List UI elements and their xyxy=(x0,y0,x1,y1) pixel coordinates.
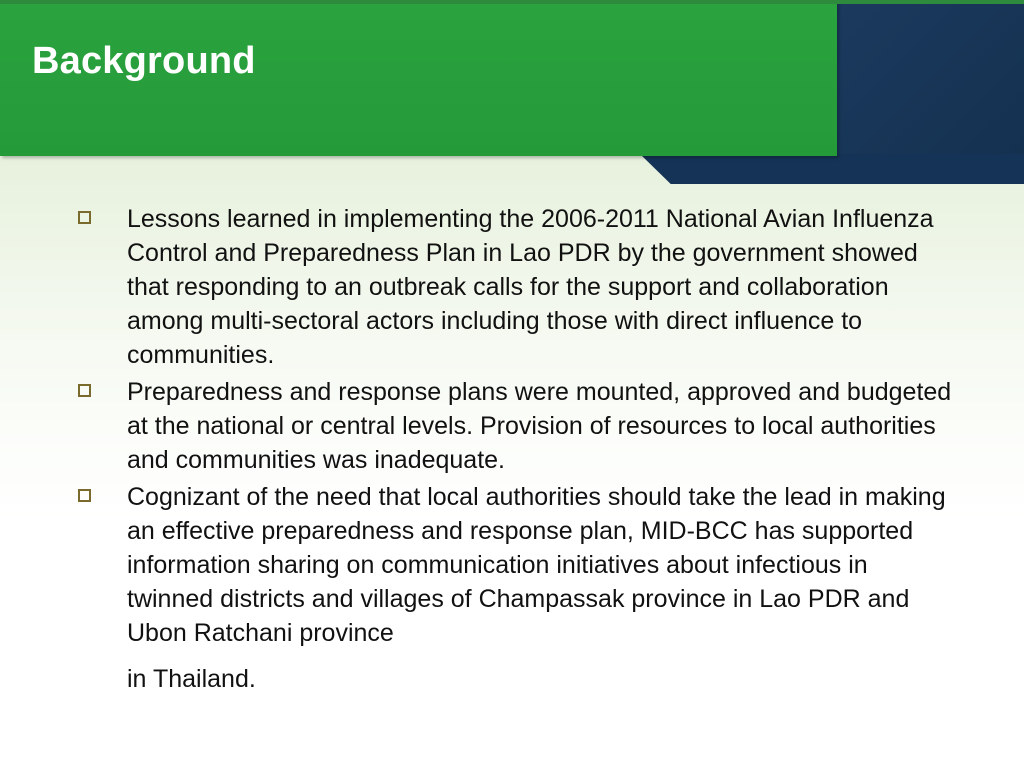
square-checkbox-icon xyxy=(78,211,91,224)
bullet-item xyxy=(76,480,956,696)
bullet-item xyxy=(76,202,956,372)
bullet-text-block xyxy=(127,480,956,696)
bullet-item xyxy=(76,375,956,477)
bullet-list xyxy=(76,202,956,699)
bullet-text: Cognizant of the need that local authorities should take the lead in making an effective preparedness and response plan, MID-BCC has supported information sharing on communication initiatives about infectious in twinned districts and villages of Champassak province in Lao PDR and Ubon Ratchani province xyxy=(127,483,946,647)
square-checkbox-icon xyxy=(78,489,91,502)
navy-wedge-decoration xyxy=(640,154,1024,184)
top-strip xyxy=(0,0,1024,4)
square-checkbox-icon xyxy=(78,384,91,397)
bullet-text: Lessons learned in implementing the 2006-2011 National Avian Influenza Control and Preparedness Plan in Lao PDR by the government showed that responding to an outbreak calls for the support and collaboration among multi-sectoral actors including those with direct influence to communities. xyxy=(127,205,934,369)
bullet-text: Preparedness and response plans were mounted, approved and budgeted at the national or central levels. Provision of resources to local authorities and communities was inadequate. xyxy=(127,378,952,474)
slide-title: Background xyxy=(32,40,256,82)
bullet-text-continuation: in Thailand. xyxy=(127,665,256,693)
